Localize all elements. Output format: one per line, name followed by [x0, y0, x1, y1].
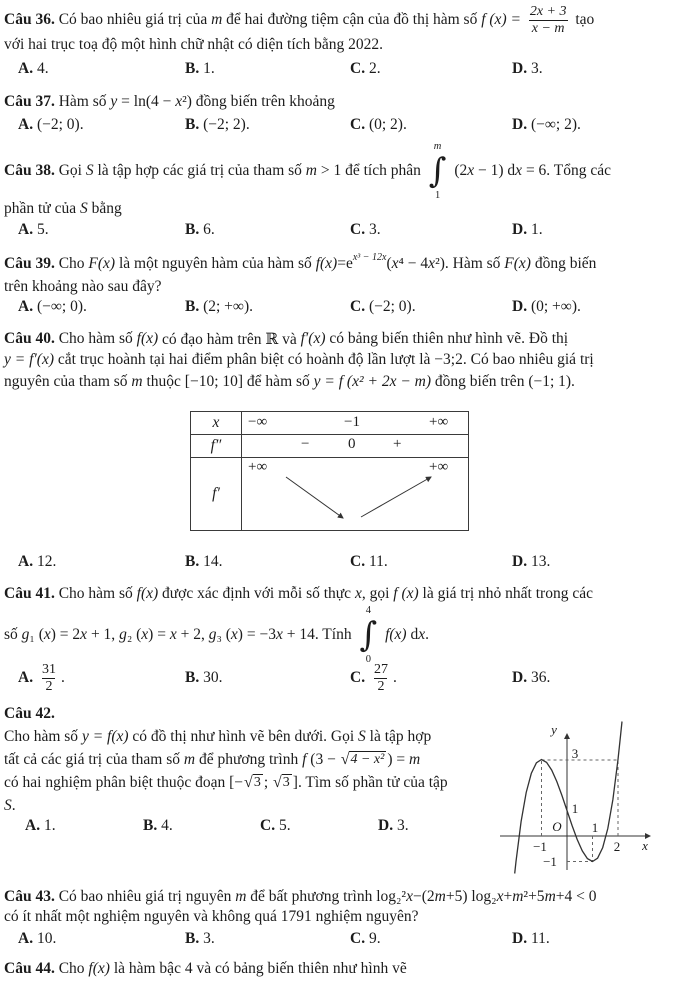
q42-line-2: tất cả các giá trị của tham số m để phương trình f (3 − √ 4 − x² ) = m: [4, 751, 421, 768]
table-header-f-prime: f′: [212, 484, 220, 502]
q40-line-3: nguyên của tham số m thuộc [−10; 10] để hàm số y = f (x² + 2x − m) đồng biến trên (−1; 1).: [4, 373, 575, 390]
table-fp-top-left: +∞: [248, 459, 268, 475]
q42-line-1: Cho hàm số y = f(x) có đồ thị như hình vẽ bên dưới. Gọi S là tập hợp: [4, 728, 432, 745]
q40-option-d: D. 13.: [512, 553, 551, 570]
q40-option-c: C. 11.: [350, 553, 388, 570]
table-sign-zero: 0: [348, 436, 356, 452]
tick-x-minus1: −1: [533, 839, 547, 854]
table-arrows: [191, 458, 468, 530]
q41-line-1: Câu 41. Cho hàm số f(x) được xác định với mỗi số thực x , gọi f (x) là giá trị nhỏ nhất trong các: [4, 585, 593, 602]
arrow-increasing: [361, 477, 431, 517]
q42-option-b: B. 4.: [143, 817, 173, 834]
table-x-left: −∞: [248, 414, 268, 430]
tick-y-1: 1: [571, 801, 579, 816]
q42-line-4: S .: [4, 797, 16, 814]
q39-line-2: trên khoảng nào sau đây?: [4, 278, 162, 295]
q38-option-c: C. 3.: [350, 221, 381, 238]
q42-option-c: C. 5.: [260, 817, 291, 834]
q36-option-b: B. 1.: [185, 60, 215, 77]
q37-option-b: B. (−2; 2).: [185, 116, 250, 133]
q37-option-d: D. (−∞; 2).: [512, 116, 581, 133]
q41-options: [0, 662, 674, 694]
tick-y-minus1: −1: [543, 854, 557, 869]
q39-option-c: C. (−2; 0).: [350, 298, 416, 315]
origin-label: O: [552, 819, 562, 834]
q43-line-2: có ít nhất một nghiệm nguyên và không quá 1791 nghiệm nguyên?: [4, 908, 419, 925]
table-header-f-double-prime: f″: [210, 436, 222, 454]
q41-option-a: A. 31 2 .: [18, 662, 65, 694]
table-x-mid: −1: [344, 414, 360, 430]
tick-y-3: 3: [571, 746, 579, 761]
table-fp-top-right: +∞: [429, 459, 449, 475]
q41-option-c: C. 27 2 .: [350, 662, 397, 694]
q41-line-2: số g ₁ ( x ) = 2 x + 1, g ₂ ( x ) = x + 2, g ₃ ( x ) = −3 x + 14. Tính 4 ∫ 0 f(x) d x .: [4, 605, 429, 665]
q36-option-a: A. 4.: [18, 60, 49, 77]
q43-option-c: C. 9.: [350, 930, 381, 947]
table-x-right: +∞: [429, 414, 449, 430]
q39-options: [0, 298, 674, 318]
q40-option-b: B. 14.: [185, 553, 223, 570]
q38-option-a: A. 5.: [18, 221, 49, 238]
q43-line-1: Câu 43. Có bao nhiêu giá trị nguyên m để bất phương trình log₂² x −(2 m +5) log₂ x + m ²+5 m +4 < 0: [4, 888, 597, 905]
x-axis-label: x: [642, 838, 648, 853]
q40-line-1: Câu 40. Cho hàm số f(x) có đạo hàm trên ℝ và f′(x) có bảng biến thiên như hình vẽ. Đồ thị: [4, 330, 569, 348]
tick-x-1: 1: [591, 820, 599, 835]
q36-line-2: với hai trục toạ độ một hình chữ nhật có diện tích bằng 2022.: [4, 36, 384, 53]
q43-option-a: A. 10.: [18, 930, 57, 947]
q36-option-c: C. 2.: [350, 60, 381, 77]
q38-option-d: D. 1.: [512, 221, 543, 238]
q39-option-a: A. (−∞; 0).: [18, 298, 87, 315]
q41-option-d: D. 36.: [512, 669, 551, 686]
q40-line-2: y = f′(x) cắt trục hoành tại hai điểm phân biệt có hoành độ lần lượt là −3;2. Có bao nhiêu giá trị: [4, 351, 594, 368]
q38-line-2: phần tử của S bằng: [4, 200, 122, 217]
table-header-x: x: [212, 414, 220, 431]
q38-option-b: B. 6.: [185, 221, 215, 238]
q43-option-d: D. 11.: [512, 930, 550, 947]
q44-line-1: Câu 44. Cho f(x) là hàm bậc 4 và có bảng biến thiên như hình vẽ: [4, 960, 407, 977]
q43-options: [0, 930, 674, 950]
q42-option-d: D. 3.: [378, 817, 409, 834]
q39-line-1: Câu 39. Cho F(x) là một nguyên hàm của hàm số f(x) =e x³ − 12x ( x ⁴ − 4 x ²). Hàm số F(x) đồng biến: [4, 251, 597, 272]
table-sign-plus: +: [393, 436, 402, 452]
q42-header: Câu 42.: [4, 705, 55, 722]
q36-options: [0, 60, 674, 80]
q38-options: [0, 221, 674, 241]
q42-function-graph: [494, 710, 674, 878]
y-axis-label: y: [551, 722, 557, 737]
q37-option-a: A. (−2; 0).: [18, 116, 84, 133]
cubic-curve: [515, 722, 622, 874]
q36-option-d: D. 3.: [512, 60, 543, 77]
q42-option-a: A. 1.: [25, 817, 56, 834]
q40-option-a: A. 12.: [18, 553, 57, 570]
q39-option-b: B. (2; +∞).: [185, 298, 254, 315]
tick-x-2: 2: [613, 839, 621, 854]
arrow-decreasing: [286, 477, 343, 518]
q40-variation-table: [190, 411, 469, 531]
q43-option-b: B. 3.: [185, 930, 215, 947]
q37-line-1: Câu 37. Hàm số y = ln(4 − x ²) đồng biến trên khoảng: [4, 93, 335, 110]
q37-option-c: C. (0; 2).: [350, 116, 407, 133]
table-sign-minus: −: [301, 436, 310, 452]
q41-option-b: B. 30.: [185, 669, 223, 686]
q40-options: [0, 553, 674, 573]
q39-option-d: D. (0; +∞).: [512, 298, 581, 315]
q42-line-3: có hai nghiệm phân biệt thuộc đoạn [− √ 3 ; √ 3 ]. Tìm số phần tử của tập: [4, 774, 448, 791]
q38-line-1: Câu 38. Gọi S là tập hợp các giá trị của tham số m > 1 để tích phân m ∫ 1 (2 x − 1) d x = 6. Tổng các: [4, 141, 612, 201]
q36-line-1: Câu 36. Có bao nhiêu giá trị của m để hai đường tiệm cận của đồ thị hàm số f (x) = $\frac{2x + 3}{x - m}$ tạo: [4, 4, 595, 36]
q37-options: [0, 116, 674, 136]
